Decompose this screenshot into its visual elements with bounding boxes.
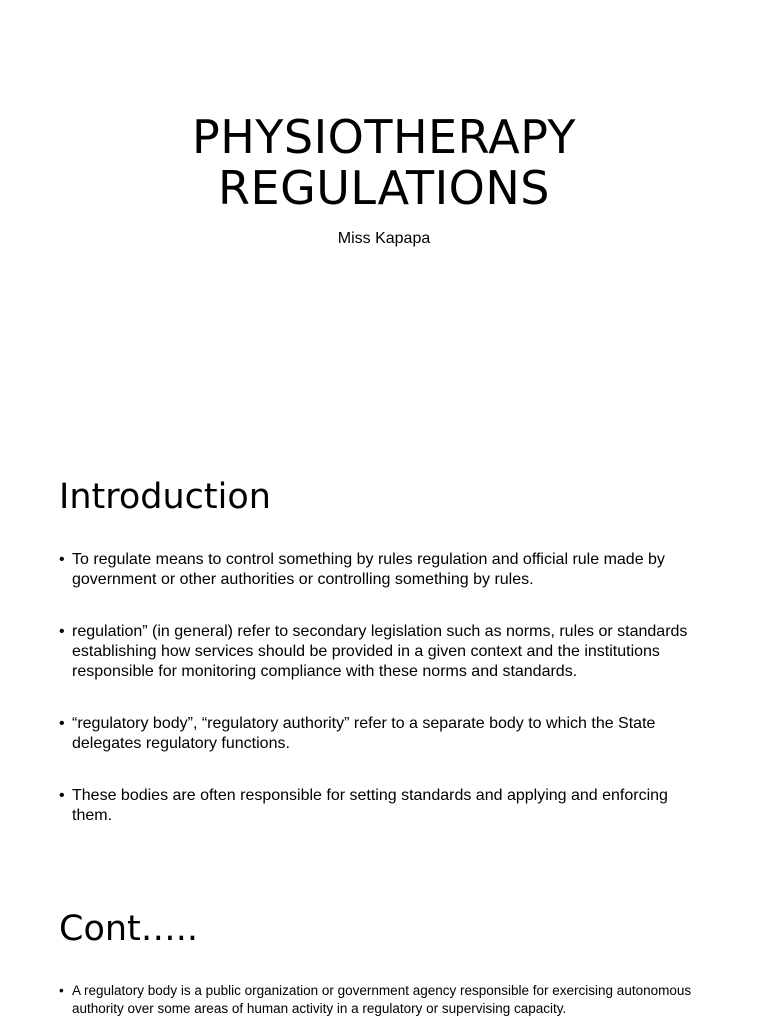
presenter-name: Miss Kapapa [337,230,431,247]
bullet-text: regulation” (in general) refer to secondary legislation such as norms, rules or standards establishing how services should be provided in a given context and the institutions responsible for monitoring compliance with these norms and standards. [72,623,688,680]
bullet-text: “regulatory body”, “regulatory authority” refer to a separate body to which the State delegates regulatory functions. [72,715,656,752]
bullet-icon: • [59,787,65,804]
title-line-1: PHYSIOTHERAPY [191,110,577,164]
bullet-icon: • [59,983,64,998]
continuation-slide [0,864,768,1024]
bullet-icon: • [59,551,65,568]
bullet-text: To regulate means to control something by rules regulation and official rule made by government or other authorities or controlling something by rules. [72,551,665,588]
introduction-bullet-list [59,550,709,858]
list-item [59,550,709,590]
introduction-slide [0,432,768,864]
list-item [59,714,709,754]
introduction-heading: Introduction [59,477,271,517]
bullet-text: A regulatory body is a public organization or government agency responsible for exercising autonomous authority over some areas of human activity in a regulatory or supervising capacity. [72,983,692,1016]
list-item [59,622,709,682]
list-item [59,786,709,826]
title-line-2: REGULATIONS [218,161,550,215]
list-item [59,982,709,1017]
bullet-text: These bodies are often responsible for setting standards and applying and enforcing them. [72,787,668,824]
continuation-bullet-list [59,982,709,1017]
continuation-heading: Cont….. [59,909,199,949]
title-slide [0,0,768,432]
bullet-icon: • [59,715,65,732]
presentation-title [0,112,768,214]
bullet-icon: • [59,623,65,640]
